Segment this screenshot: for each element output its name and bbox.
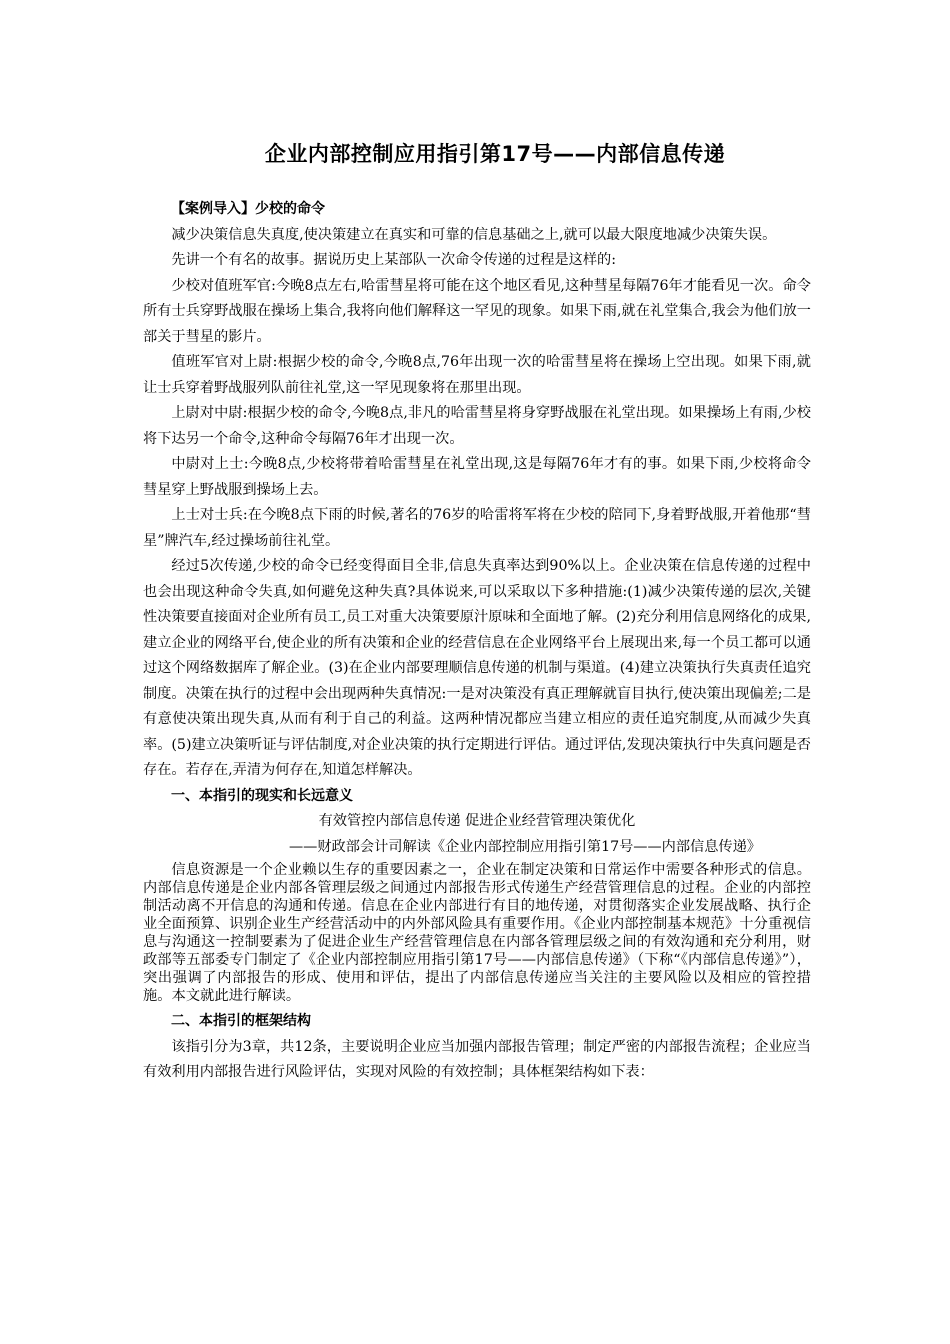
case-paragraph: 减少决策信息失真度,使决策建立在真实和可靠的信息基础之上,就可以最大限度地减少决策失误。 xyxy=(171,226,777,243)
case-heading: 【案例导入】少校的命令 xyxy=(171,201,325,217)
section-1-byline: ——财政部会计司解读《企业内部控制应用指引第17号——内部信息传递》 xyxy=(288,838,761,855)
section-1-subtitle: 有效管控内部信息传递 促进企业经营管理决策优化 xyxy=(318,813,636,829)
case-paragraph: 中尉对上士:今晚8点,少校将带着哈雷彗星在礼堂出现,这是每隔76年才有的事。如果下雨,少校将命令彗星穿上野战服到操场上去。 xyxy=(143,456,811,498)
section-1-heading: 一、本指引的现实和长远意义 xyxy=(171,787,353,804)
case-paragraph: 先讲一个有名的故事。据说历史上某部队一次命令传递的过程是这样的: xyxy=(171,252,616,268)
section-1-paragraph: 信息资源是一个企业赖以生存的重要因素之一，企业在制定决策和日常运作中需要各种形式的信息。内部信息传递是企业内部各管理层级之间通过内部报告形式传递生产经营管理信息的过程。企业的内部控制活动离不开信息的沟通和传递。信息在企业内部进行有目的地传递，对贯彻落实企业发展战略、执行企业全面预算、识别企业生产经营活动中的内外部风险具有重要作用。《企业内部控制基本规范》十分重视信息与沟通这一控制要素为了促进企业生产经营管理信息在内部各管理层级之间的有效沟通和充分利用，财政部等五部委专门制定了《企业内部控制应用指引第17号——内部信息传递》（下称“《内部信息传递》”），突出强调了内部报告的形成、使用和评估，提出了内部信息传递应当关注的主要风险以及相应的管控措施。本文就此进行解读。 xyxy=(143,862,811,1004)
document-title: 企业内部控制应用指引第17号——内部信息传递 xyxy=(264,142,726,166)
case-paragraph: 经过5次传递,少校的命令已经变得面目全非,信息失真率达到90%以上。企业决策在信息传递的过程中也会出现这种命令失真,如何避免这种失真?具体说来,可以采取以下多种措施:(1)减少决策传递的层次,关键性决策要直接面对企业所有员工,员工对重大决策要原汁原味和全面地了解。(2)充分利用信息网络化的成果,建立企业的网络平台,使企业的所有决策和企业的经营信息在企业网络平台上展现出来,每一个员工都可以通过这个网络数据库了解企业。(3)在企业内部要理顺信息传递的机制与渠道。(4)建立决策执行失真责任追究制度。决策在执行的过程中会出现两种失真情况:一是对决策没有真正理解就盲目执行,使决策出现偏差;二是有意使决策出现失真,从而有利于自己的利益。这两种情况都应当建立相应的责任追究制度,从而减少失真率。(5)建立决策听证与评估制度,对企业决策的执行定期进行评估。通过评估,发现决策执行中失真问题是否存在。若存在,弄清为何存在,知道怎样解决。 xyxy=(143,558,811,778)
section-2-paragraph: 该指引分为3章，共12条，主要说明企业应当加强内部报告管理；制定严密的内部报告流程；企业应当有效利用内部报告进行风险评估，实现对风险的有效控制；具体框架结构如下表： xyxy=(143,1038,811,1080)
document-body xyxy=(143,197,811,1086)
case-paragraph: 上尉对中尉:根据少校的命令,今晚8点,非凡的哈雷彗星将身穿野战服在礼堂出现。如果操场上有雨,少校将下达另一个命令,这种命令每隔76年才出现一次。 xyxy=(143,405,811,447)
case-paragraph: 少校对值班军官:今晚8点左右,哈雷彗星将可能在这个地区看见,这种彗星每隔76年才能看见一次。命令所有士兵穿野战服在操场上集合,我将向他们解释这一罕见的现象。如果下雨,就在礼堂集合,我会为他们放一部关于彗星的影片。 xyxy=(143,277,811,345)
case-paragraph: 值班军官对上尉:根据少校的命令,今晚8点,76年出现一次的哈雷彗星将在操场上空出现。如果下雨,就让士兵穿着野战服列队前往礼堂,这一罕见现象将在那里出现。 xyxy=(143,354,811,396)
section-2-heading: 二、本指引的框架结构 xyxy=(171,1013,311,1029)
case-paragraph: 上士对士兵:在今晚8点下雨的时候,著名的76岁的哈雷将军将在少校的陪同下,身着野战服,开着他那“彗星”牌汽车,经过操场前往礼堂。 xyxy=(143,507,811,549)
